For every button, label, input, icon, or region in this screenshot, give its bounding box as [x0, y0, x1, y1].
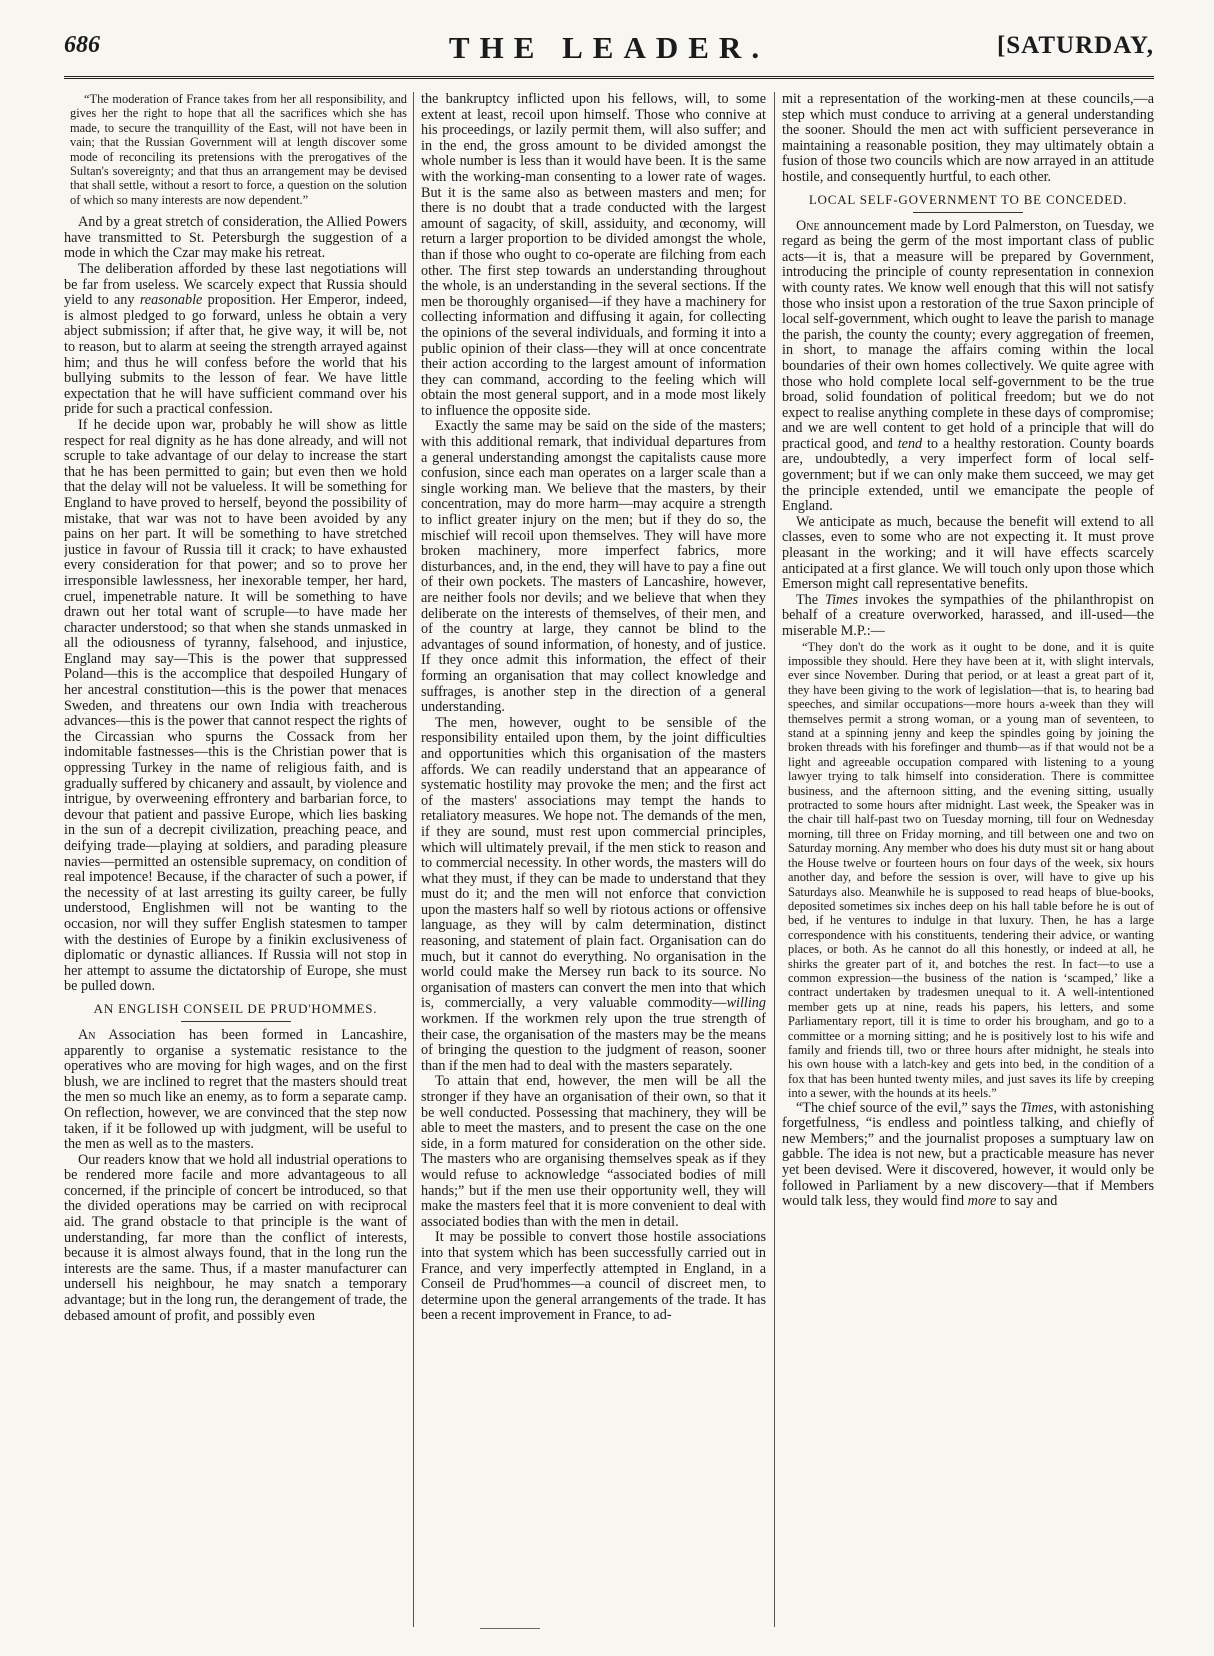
paragraph: Our readers know that we hold all industrial operations to be rendered more facile and more advantageous to all concerned, if the principle of concert be introduced, so that the divided operations may be carried on with reciprocal aid. The grand obstacle to that principle is the want of understanding, far more than the conflict of interests, because it is almost always found, that in the long run the interests are the same. Thus, if a master manufacturer can undersell his neighbour, he may snatch a temporary advantage; but in the long run, the derangement of trade, the debased amount of profit, and possibly even — [64, 1151, 407, 1324]
heading-rule — [913, 212, 1023, 213]
quotation: “They don't do the work as it ought to be done, and it is quite impossible they should. Here they have been at it, with slight intervals, ever since November. During that period, or at least a great part of it, they have been giving to the work of legislation—that is, to hearing bad speeches, and similar occupations—more hours a-week than they will themselves permit a strong woman, or a young man of seventeen, to stand at a spinning jenny and keep the spindles going by joining the broken threads with his forefinger and thumb—as if that would not be a light and agreeable occupation compared with listening to a young lawyer trying to talk himself into consideration. There is committee business, and the afternoon sitting, and the evening sitting, usually protracted to some hours after midnight. Last week, the Speaker was in the chair till half-past two on Tuesday morning, till four on Wednesday morning, till three on Friday morning, and till between one and two on Saturday morning. Any member who does his duty must sit or hang about the House twelve or fourteen hours on four days of the week, six hours another day, and before the session is over, will have to give up his Saturdays also. Meanwhile he is supposed to read heaps of blue-books, deposited sometimes six inches deep on his hall table before he is out of bed, if he ventures to indulge in that luxury. Then, he has a large correspondence with his constituents, tendering their advice, or wanting places, or both. As he cannot do all this honestly, or indeed at all, he shirks the greater part of it, and botches the rest. In fact—to use a common expression—the business of the nation is ‘scamped,’ like a contract undertaken by tradesmen unequal to it. A well-intentioned member gets up at nine, reads his papers, his letters, and some Parliamentary report, till it is time to order his brougham, and go to a committee or a morning sitting; and he is positively lost to his wife and family and friends till, two or three hours after midnight, he steals into his own house with a latch-key and gets into bed, in the condition of a fox that has been hunted twenty miles, and just saves its life by creeping into a sewer, with the hounds at its heels.” — [788, 639, 1154, 1101]
page-number: 686 — [64, 32, 100, 58]
paragraph: mit a representation of the working-men at these councils,—a step which must conduce to arriving at a general understanding the sooner. Should the men act with sufficient perseverance in maintaining a reasonable position, they may ultimately obtain a fusion of those two councils which are now arrayed in an attitude hostile, and consequently hurtful, to each other. — [782, 92, 1154, 185]
newspaper-title: THE LEADER. — [448, 30, 770, 65]
paragraph: It may be possible to convert those hostile associations into that system which has been successfully carried out in France, and very imperfectly attempted in England, in a Conseil de Prud'hommes—a council of discreet men, to determine upon the general arrangements of the trade. It has been a recent improvement in France, to ad- — [421, 1229, 766, 1324]
issue-day: [SATURDAY, — [996, 32, 1154, 59]
paragraph: The deliberation afforded by these last negotiations will be far from useless. We scarcely expect that Russia should yield to any reasonable proposition. Her Emperor, indeed, is almost pledged to go forward, unless he obtain a very abject submission; if after that, he give way, it will be, not to reason, but to alarm at seeing the strength arrayed against him; and thus he will confess before the world that his bullying submits to the lesson of fear. We have little expectation that he will have sufficient command over his pride for such a practical confession. — [64, 261, 407, 418]
paragraph: And by a great stretch of consideration, the Allied Powers have transmitted to St. Petersburgh the suggestion of a mode in which the Czar may make his retreat. — [64, 214, 407, 262]
paragraph: the bankruptcy inflicted upon his fellows, will, to some extent at least, recoil upon himself. Those who connive at his proceedings, or lazily permit them, will also suffer; and in the end, the gross amount to be divided amongst the whole number is less than it would have been. It is the same with the working-man consenting to a lower rate of wages. But it is the same also as between masters and men; for there is no doubt that a trade conducted with the largest amount of sagacity, of skill, assiduity, and œconomy, will return a larger proportion to be divided amongst the whole, than if those who ought to co-operate are filching from each other. The first step towards an understanding throughout the whole, is an understanding in the several sections. If the men be thoroughly organised—if they have a machinery for collecting information and diffusing it again, for collecting the opinions of the several individuals, and forming it into a public opinion of their class—they will at once concentrate their action according to the largest amount of information they can command, according to the feeling which will obtain the most general support, and in a mode most likely to influence the opposite side. — [421, 92, 766, 419]
quotation: “The moderation of France takes from her all responsibility, and gives her the right to hope that all the sacrifices which she has made, to secure the tranquillity of the East, will not have been in vain; that the Russian Government will at length discover some mode of reconciling its pretensions with the prerogatives of the Sultan's sovereignty; and that thus an arrangement may be devised that shall settle, without a resort to force, a question on the solution of which so many interests are now dependent.” — [70, 92, 407, 207]
paragraph: “The chief source of the evil,” says the Times, with astonishing forgetfulness, “is endless and pointless talking, and chiefly of new Members;” and the journalist proposes a sumptuary law on gabble. The idea is not new, but a practicable measure has never yet been devised. Were it discovered, however, it would only be followed in Parliament by a new discovery—that if Members would talk less, they would find more to say and — [782, 1099, 1154, 1210]
footer-rule — [480, 1628, 540, 1629]
paragraph: If he decide upon war, probably he will show as little respect for real dignity as he has done already, and will not scruple to take advantage of our delay to increase the start that he has been permitted to gain; but even then we hold that the delay will not be valueless. It will be something for England to have proved to herself, beyond the possibility of mistake, that war was not to have been avoided by any pains on her part. It will be something to have stretched justice in favour of Russia till it crack; to have exhausted every consideration for that power; and so to prove her irresponsible lawlessness, her inexorable temper, her hard, cruel, impenetrable nature. It will be something to have drawn out her total want of scruple—to have made her character understood; so that when she stands unmasked in all the odiousness of tyranny, falsehood, and injustice, England may say—This is the power that suppressed Poland—this is the accomplice that despoiled Hungary of her ancestral constitution—this is the power that menaces Sweden, and threatens our own India with treacherous advances—this is the power that cannot respect the rights of the Circassian who spurns the Cossack from her indomitable fastnesses—this is the Christian power that is oppressing Turkey in the name of religious faith, and is gradually suffered by chicanery and assault, by violence and intrigue, by overweening effrontery and barbarian force, to devour that patient and passive Europe, which lies basking in the sun of a decrepit civilization, preaching peace, and deifying trade—playing at soldiers, and parading pleasure navies—permitted an ostensible supremacy, on condition of real impotence! Because, if the character of such a power, if the necessity of at last arresting its guilty career, be fully understood, Englishmen will not be wanting to the occasion, nor will they suffer English statesmen to tamper with the destinies of Europe by a finikin exclusiveness of diplomatic or dynastic alliances. If Russia will not stop in her attempt to assume the dictatorship of Europe, she must be pulled down. — [64, 416, 407, 995]
paragraph: Exactly the same may be said on the side of the masters; with this additional remark, that individual departures from a general understanding amongst the capitalists cause more confusion, since each man operates on a larger scale than a single working man. We believe that the masters, by their concentration, may do more harm—may acquire a strength to inflict greater injury on the men; but if they do so, the mischief will recoil upon themselves. They will have more broken machinery, more imperfect fabrics, more disturbances, and, in the end, they will have to pay a fine out of their own pockets. The masters of Lancashire, however, are neither fools nor devils; and we believe that when they deliberate on the interests of themselves, of their men, and of the country at large, they cannot be blind to the advantages of sound information, of honesty, and of justice. If they once admit this information, the effect of their forming an organisation that may collect knowledge and suffrages, is another step in the direction of a general understanding. — [421, 418, 766, 716]
section-heading: LOCAL SELF-GOVERNMENT TO BE CONCEDED. — [808, 191, 1128, 207]
paragraph: To attain that end, however, the men will be all the stronger if they have an organisation of their own, so that it be well conducted. Possessing that machinery, they will be able to meet the masters, and to present the case on the one side, in a form matured for consideration on the other side. The masters who are organising themselves speak as if they would refuse to acknowledge “associated bodies of mill hands;” but if the men use their opportunity well, they will make the masters feel that it is more convenient to deal with associated bodies than with the men in detail. — [421, 1073, 766, 1230]
paragraph: We anticipate as much, because the benefit will extend to all classes, even to some who are not expecting it. It must prove pleasant in the working; and it will have effects scarcely anticipated at a first glance. We will touch only upon those which Emerson might call representative benefits. — [782, 513, 1154, 593]
column-divider — [413, 92, 414, 1627]
column-2 — [421, 92, 766, 1627]
paragraph: One announcement made by Lord Palmerston, on Tuesday, we regard as being the germ of the most important class of public acts—it is, that a measure will be prepared by Government, introducing the principle of county representation in connexion with county rates. We know well enough that this will not satisfy those who insist upon a restoration of the true Saxon principle of local self-government, which ought to leave the parish to manage the parish, the county the county; every aggregation of freemen, in short, to manage the affairs coming within the local boundaries of their own homes collectively. We quite agree with those who hold complete local self-government to be the true broad, solid foundation of political freedom; but we do not expect to realise anything complete in these days of compromise; and we are well content to get hold of a principle that will do practical good, and tend to a healthy restoration. County boards are, undoubtedly, a very imperfect form of local self-government; but if we can only make them succeed, we may get the principle extended, until we emancipate the people of England. — [782, 217, 1154, 515]
paragraph: The men, however, ought to be sensible of the responsibility entailed upon them, by the joint difficulties and opportunities which this organisation of the masters affords. We can readily understand that an appearance of systematic hostility may provoke the men; and the first act of the masters' associations may tempt the hands to retaliatory measures. We hope not. The demands of the men, if they are sound, must rest upon commercial principles, which will ultimately prevail, if the men stick to reason and to commercial necessity. In other words, the masters will do what they must, if they can be made to understand that they must do it; and the men will not enforce that conviction upon the masters half so well by riotous actions or offensive language, as they will by calm determination, distinct reasoning, and statement of plain fact. Organisation can do much, but it cannot do everything. No organisation in the world could make the Mersey run back to its source. No organisation of masters can convert the men into that which is, commercially, a very valuable commodity—willing workmen. If the workmen rely upon the true strength of their case, the organisation of the masters may be the means of bringing the question to the judgment of reason, sooner than if the men had to deal with the masters separately. — [421, 714, 766, 1074]
paragraph: An Association has been formed in Lancashire, apparently to organise a systematic resistance to the operatives who are moving for high wages, and on the first blush, we are inclined to regret that the masters should treat the men so much like an enemy, as to form a separate camp. On reflection, however, we are convinced that the step now taken, if it be followed up with judgment, will be useful to the men as well as to the masters. — [64, 1026, 407, 1153]
column-divider — [774, 92, 775, 1627]
masthead — [64, 30, 1154, 74]
paragraph: The Times invokes the sympathies of the philanthropist on behalf of a creature overworked, harassed, and ill-used—the miserable M.P.:— — [782, 591, 1154, 639]
heading-rule — [181, 1021, 291, 1022]
column-1 — [64, 92, 407, 1627]
section-heading: AN ENGLISH CONSEIL DE PRUD'HOMMES. — [93, 1000, 378, 1016]
masthead-rule — [64, 76, 1154, 79]
column-3 — [782, 92, 1154, 1627]
